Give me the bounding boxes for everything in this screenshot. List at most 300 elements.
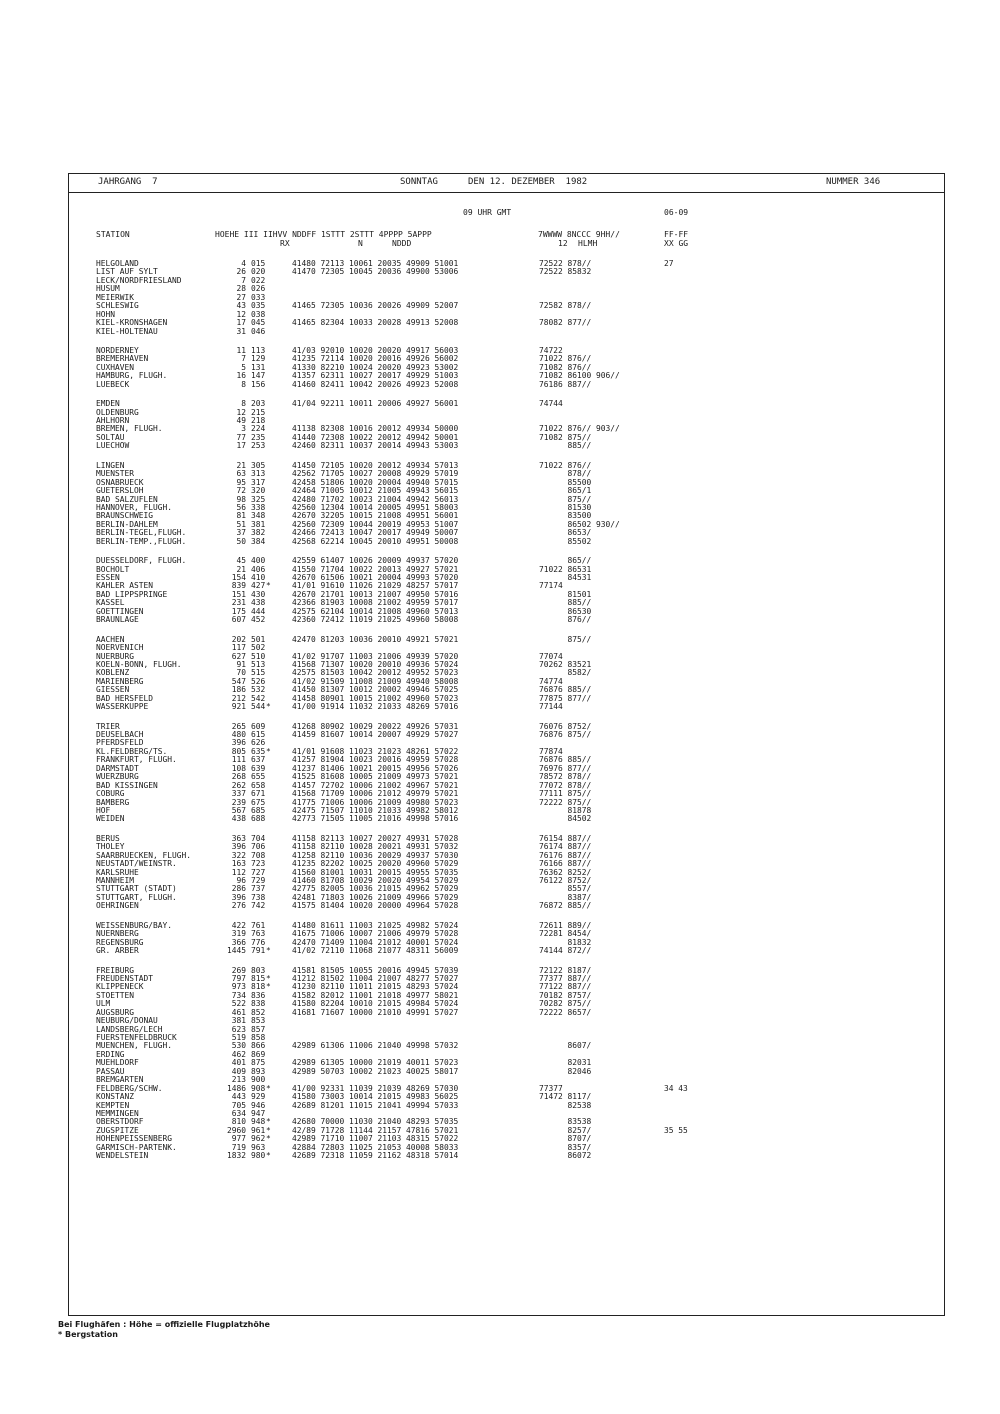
table-row bbox=[68, 1093, 945, 1101]
extra-groups: 76122 8752/ bbox=[539, 876, 592, 885]
extra-groups: 885// bbox=[539, 598, 592, 608]
station-number: 015 bbox=[251, 259, 266, 268]
extra-groups: 8557/ bbox=[539, 884, 592, 894]
station-height: 81 bbox=[236, 511, 246, 521]
station-number: 893 bbox=[251, 1066, 266, 1076]
station-number: 655 bbox=[251, 772, 266, 782]
extra-groups: 77074 bbox=[539, 651, 563, 661]
extra-groups: 8357/ bbox=[539, 1142, 592, 1152]
extra-groups: 76976 877// bbox=[539, 763, 592, 773]
station-height: 262 bbox=[231, 780, 246, 790]
table-row bbox=[68, 381, 945, 389]
station-number: 501 bbox=[251, 634, 266, 644]
station-height: 175 bbox=[231, 606, 246, 616]
extra-groups: 74144 872// bbox=[539, 946, 592, 956]
synop-groups: 41357 62311 10027 20017 49929 51003 bbox=[292, 371, 459, 381]
station-name: KL.FELDBERG/TS. bbox=[96, 746, 168, 756]
station-height: 4 bbox=[241, 259, 246, 268]
extra-groups: 77377 bbox=[539, 1083, 563, 1093]
station-height: 265 bbox=[231, 721, 246, 731]
station-name: BAD LIPPSPRINGE bbox=[96, 589, 168, 599]
station-number: 866 bbox=[251, 1041, 266, 1051]
station-name: GR. ARBER bbox=[96, 946, 139, 956]
table-row bbox=[68, 1059, 945, 1067]
station-number: 438 bbox=[251, 598, 266, 608]
station-number: 215 bbox=[251, 407, 266, 417]
issue-number: NUMMER 346 bbox=[826, 177, 881, 187]
synop-groups: 41580 82204 10010 21015 49984 57024 bbox=[292, 999, 459, 1009]
station-height: 547 bbox=[231, 676, 246, 686]
station-height: 7 bbox=[241, 354, 246, 364]
extra-groups: 81530 bbox=[539, 502, 592, 512]
extra-groups: 77072 878// bbox=[539, 780, 592, 790]
synop-groups: 41235 82202 10025 20020 49960 57029 bbox=[292, 859, 459, 869]
station-height: 12 bbox=[236, 309, 246, 319]
extra-groups: 70262 83521 bbox=[539, 659, 592, 669]
station-name: BREMEN, FLUGH. bbox=[96, 424, 163, 434]
table-row bbox=[68, 1085, 945, 1093]
station-height: 1445 bbox=[226, 946, 246, 956]
station-number: 542 bbox=[251, 693, 266, 703]
station-name: FRANKFURT, FLUGH. bbox=[96, 755, 177, 765]
table-row bbox=[68, 442, 945, 450]
station-height: 49 bbox=[236, 416, 246, 425]
mountain-marker: * bbox=[266, 1125, 271, 1135]
station-name: HOHENPEISSENBERG bbox=[96, 1134, 173, 1144]
station-group bbox=[68, 347, 945, 389]
station-height: 363 bbox=[231, 833, 246, 843]
table-row bbox=[68, 372, 945, 380]
station-height: 112 bbox=[231, 867, 246, 877]
synop-groups: 41465 72305 10036 20026 49909 52007 bbox=[292, 301, 459, 311]
extra-groups: 76872 885// bbox=[539, 901, 592, 911]
extra-groups: 74744 bbox=[539, 399, 563, 409]
station-name: SCHLESWIG bbox=[96, 301, 139, 311]
synop-groups: 42670 32205 10015 21008 49951 56001 bbox=[292, 511, 459, 521]
extra-groups: 76876 885// bbox=[539, 685, 592, 695]
station-height: 108 bbox=[231, 763, 246, 773]
extra-groups: 71082 875// bbox=[539, 432, 592, 442]
station-name: GIESSEN bbox=[96, 685, 130, 695]
table-row bbox=[68, 425, 945, 433]
station-name: TRIER bbox=[96, 721, 120, 731]
table-row bbox=[68, 268, 945, 276]
station-number: 235 bbox=[251, 432, 266, 442]
synop-groups: 42575 62104 10014 21008 49960 57013 bbox=[292, 606, 459, 616]
code-column-header: HOEHE III IIHVV NDDFF 1STTT 2STTT 4PPPP 5APPP bbox=[215, 230, 432, 239]
table-row bbox=[68, 599, 945, 607]
extra-groups: 76876 885// bbox=[539, 755, 592, 765]
station-height: 77 bbox=[236, 432, 246, 442]
extra-groups: 72122 8187/ bbox=[539, 965, 592, 975]
station-number: 838 bbox=[251, 999, 266, 1009]
station-name: HOF bbox=[96, 805, 111, 815]
table-row bbox=[68, 636, 945, 644]
synop-groups: 42989 61305 10000 21019 40011 57023 bbox=[292, 1058, 459, 1068]
station-name: MUENCHEN, FLUGH. bbox=[96, 1041, 173, 1051]
rx-label: RX bbox=[280, 239, 290, 248]
wind-peak: 34 43 bbox=[664, 1083, 688, 1093]
table-row bbox=[68, 790, 945, 798]
synop-groups: 42575 81503 10042 20012 49952 57023 bbox=[292, 668, 459, 678]
synop-groups: 42773 71505 11005 21016 49998 57016 bbox=[292, 814, 459, 824]
synop-groups: 41158 82110 10028 20021 49931 57032 bbox=[292, 842, 459, 852]
station-height: 16 bbox=[236, 371, 246, 381]
station-name: PASSAU bbox=[96, 1066, 125, 1076]
station-number: 129 bbox=[251, 354, 266, 364]
extra-groups: 82538 bbox=[539, 1100, 592, 1110]
station-height: 117 bbox=[231, 643, 246, 653]
station-height: 462 bbox=[231, 1049, 246, 1059]
station-height: 21 bbox=[236, 460, 246, 470]
synop-groups: 41235 72114 10020 20016 49926 56002 bbox=[292, 354, 459, 364]
station-height: 480 bbox=[231, 730, 246, 739]
station-height: 98 bbox=[236, 494, 246, 504]
table-row bbox=[68, 566, 945, 574]
mountain-marker: * bbox=[266, 1117, 271, 1127]
station-height: 31 bbox=[236, 326, 246, 336]
station-height: 627 bbox=[231, 651, 246, 661]
extra-groups: 875// bbox=[539, 634, 592, 644]
synop-groups: 42481 71803 10026 21009 49966 57029 bbox=[292, 892, 459, 902]
station-number: 615 bbox=[251, 730, 266, 739]
table-row bbox=[68, 860, 945, 868]
station-height: 401 bbox=[231, 1058, 246, 1068]
table-row bbox=[68, 843, 945, 851]
synop-groups: 41459 81607 10014 20007 49929 57027 bbox=[292, 730, 459, 739]
synop-groups: 42559 61407 10026 20009 49937 57020 bbox=[292, 556, 459, 566]
wind-peak: 27 bbox=[664, 259, 674, 268]
synop-groups: 41480 81611 11003 21025 49982 57024 bbox=[292, 920, 459, 930]
station-name: BREMGARTEN bbox=[96, 1075, 144, 1085]
station-name: MARIENBERG bbox=[96, 676, 144, 686]
station-height: 17 bbox=[236, 318, 246, 328]
station-name: BAMBERG bbox=[96, 797, 130, 807]
station-number: 675 bbox=[251, 797, 266, 807]
station-height: 95 bbox=[236, 477, 246, 487]
observation-time: 09 UHR GMT bbox=[463, 208, 512, 217]
station-number: 026 bbox=[251, 284, 266, 294]
station-number: 325 bbox=[251, 494, 266, 504]
station-name: BRAUNLAGE bbox=[96, 615, 139, 625]
synop-groups: 41/02 91707 11003 21006 49939 57020 bbox=[292, 651, 459, 661]
station-height: 151 bbox=[231, 589, 246, 599]
extra-groups: 85502 bbox=[539, 536, 592, 546]
station-name: LUECHOW bbox=[96, 441, 130, 451]
synop-groups: 41582 82012 11001 21018 49977 58021 bbox=[292, 990, 459, 1000]
extra-groups: 865// bbox=[539, 556, 592, 566]
station-name: NOERVENICH bbox=[96, 643, 144, 653]
nddd-label: NDDD bbox=[392, 239, 412, 248]
synop-groups: 41525 81608 10005 21009 49973 57021 bbox=[292, 772, 459, 782]
mountain-marker: * bbox=[266, 1083, 271, 1093]
station-number: 544 bbox=[251, 702, 266, 712]
station-number: 406 bbox=[251, 564, 266, 574]
table-row bbox=[68, 277, 945, 285]
table-row bbox=[68, 400, 945, 408]
extra-groups: 865/1 bbox=[539, 486, 592, 496]
station-name: MUEHLDORF bbox=[96, 1058, 139, 1068]
station-name: KASSEL bbox=[96, 598, 125, 608]
station-name: NUERNBERG bbox=[96, 929, 139, 939]
extra-groups: 86502 930// bbox=[539, 519, 620, 529]
station-name: LINGEN bbox=[96, 460, 125, 470]
synop-groups: 41237 81406 10021 20015 49956 57026 bbox=[292, 763, 459, 773]
extra-groups: 885// bbox=[539, 441, 592, 451]
extra-groups: 77111 875// bbox=[539, 789, 592, 799]
station-name: BOCHOLT bbox=[96, 564, 130, 574]
table-row bbox=[68, 748, 945, 756]
table-row bbox=[68, 835, 945, 843]
table-row bbox=[68, 885, 945, 893]
station-number: 218 bbox=[251, 416, 266, 425]
station-height: 28 bbox=[236, 284, 246, 294]
station-number: 452 bbox=[251, 615, 266, 625]
synop-groups: 41268 80902 10029 20022 49926 57031 bbox=[292, 721, 459, 731]
table-row bbox=[68, 1009, 945, 1017]
station-table bbox=[68, 260, 945, 1172]
synop-groups: 41138 82308 10016 20012 49934 50000 bbox=[292, 424, 459, 434]
mountain-marker: * bbox=[266, 982, 271, 992]
wind-peak: 35 55 bbox=[664, 1125, 688, 1135]
station-height: 27 bbox=[236, 292, 246, 302]
table-row bbox=[68, 1017, 945, 1025]
station-height: 163 bbox=[231, 859, 246, 869]
table-row bbox=[68, 930, 945, 938]
synop-groups: 42/89 71728 11144 21157 47816 57021 bbox=[292, 1125, 459, 1135]
station-height: 21 bbox=[236, 564, 246, 574]
footnote-mountain-station: * Bergstation bbox=[58, 1330, 118, 1339]
table-row bbox=[68, 417, 945, 425]
table-row bbox=[68, 479, 945, 487]
station-name: LANDSBERG/LECH bbox=[96, 1024, 163, 1034]
station-height: 3 bbox=[241, 424, 246, 434]
synop-groups: 41568 71307 10020 20010 49936 57024 bbox=[292, 659, 459, 669]
table-row bbox=[68, 739, 945, 747]
synop-groups: 41580 73003 10014 21015 49983 56025 bbox=[292, 1092, 459, 1102]
station-name: BERLIN-TEGEL,FLUGH. bbox=[96, 528, 187, 538]
station-name: OBERSTDORF bbox=[96, 1117, 144, 1127]
extra-groups: 84502 bbox=[539, 814, 592, 824]
synop-groups: 41450 81307 10012 20002 49946 57025 bbox=[292, 685, 459, 695]
station-name: BREMERHAVEN bbox=[96, 354, 149, 364]
twelve-label: 12 bbox=[558, 239, 568, 248]
synop-groups: 41460 81708 10029 20020 49954 57029 bbox=[292, 876, 459, 885]
synop-groups: 41230 82110 11011 21015 48293 57024 bbox=[292, 982, 459, 992]
station-number: 727 bbox=[251, 867, 266, 877]
station-number: 131 bbox=[251, 362, 266, 372]
station-name: THOLEY bbox=[96, 842, 125, 852]
station-group bbox=[68, 462, 945, 546]
station-name: BERUS bbox=[96, 833, 120, 843]
station-number: 738 bbox=[251, 892, 266, 902]
table-row bbox=[68, 782, 945, 790]
table-row bbox=[68, 1051, 945, 1059]
station-height: 607 bbox=[231, 615, 246, 625]
table-row bbox=[68, 434, 945, 442]
table-row bbox=[68, 703, 945, 711]
station-height: 1832 bbox=[226, 1151, 246, 1161]
station-name: GOETTINGEN bbox=[96, 606, 144, 616]
station-number: 045 bbox=[251, 318, 266, 328]
station-name: EMDEN bbox=[96, 399, 120, 409]
station-number: 384 bbox=[251, 536, 266, 546]
station-name: KIEL-KRONSHAGEN bbox=[96, 318, 168, 328]
station-group bbox=[68, 922, 945, 956]
station-group bbox=[68, 400, 945, 451]
extra-groups: 76166 887// bbox=[539, 859, 592, 869]
table-row bbox=[68, 653, 945, 661]
station-height: 977 bbox=[231, 1134, 246, 1144]
table-row bbox=[68, 409, 945, 417]
station-number: 671 bbox=[251, 789, 266, 799]
station-name: HANNOVER, FLUGH. bbox=[96, 502, 173, 512]
station-name: KARLSRUHE bbox=[96, 867, 139, 877]
station-name: OSNABRUECK bbox=[96, 477, 144, 487]
station-name: NEUBURG/DONAU bbox=[96, 1016, 158, 1026]
station-height: 522 bbox=[231, 999, 246, 1009]
synop-groups: 42460 82311 10037 20014 49943 53003 bbox=[292, 441, 459, 451]
synop-groups: 42689 72318 11059 21162 48318 57014 bbox=[292, 1151, 459, 1161]
station-number: 502 bbox=[251, 643, 266, 653]
station-name: ZUGSPITZE bbox=[96, 1125, 139, 1135]
table-row bbox=[68, 1118, 945, 1126]
station-height: 2960 bbox=[226, 1125, 246, 1135]
synop-groups: 42480 71702 10023 21004 49942 56013 bbox=[292, 494, 459, 504]
extra-groups: 76876 875// bbox=[539, 730, 592, 739]
station-height: 839 bbox=[231, 581, 246, 591]
table-row bbox=[68, 644, 945, 652]
station-number: 763 bbox=[251, 929, 266, 939]
station-name: AACHEN bbox=[96, 634, 125, 644]
table-row bbox=[68, 364, 945, 372]
station-height: 519 bbox=[231, 1033, 246, 1042]
station-number: 639 bbox=[251, 763, 266, 773]
table-row bbox=[68, 983, 945, 991]
station-number: 635 bbox=[251, 746, 266, 756]
extra-groups: 72611 889// bbox=[539, 920, 592, 930]
station-name: WENDELSTEIN bbox=[96, 1151, 149, 1161]
station-name: OEHRINGEN bbox=[96, 901, 139, 911]
station-number: 400 bbox=[251, 556, 266, 566]
synop-groups: 41457 72702 10006 21002 49967 57021 bbox=[292, 780, 459, 790]
jahrgang-label: JAHRGANG 7 bbox=[98, 177, 158, 187]
table-row bbox=[68, 1000, 945, 1008]
extra-groups: 82031 bbox=[539, 1058, 592, 1068]
station-height: 797 bbox=[231, 973, 246, 983]
synop-groups: 42470 71409 11004 21012 40001 57024 bbox=[292, 937, 459, 947]
extra-groups: 78572 878// bbox=[539, 772, 592, 782]
synop-groups: 41465 82304 10033 20028 49913 52008 bbox=[292, 318, 459, 328]
extra-groups: 84531 bbox=[539, 573, 592, 582]
station-height: 202 bbox=[231, 634, 246, 644]
station-name: FREUDENSTADT bbox=[96, 973, 154, 983]
extra-groups: 71472 8117/ bbox=[539, 1092, 592, 1102]
extra-groups: 71022 876// 903// bbox=[539, 424, 620, 434]
station-number: 737 bbox=[251, 884, 266, 894]
station-height: 623 bbox=[231, 1024, 246, 1034]
station-name: NUERBURG bbox=[96, 651, 135, 661]
station-name: SAARBRUECKEN, FLUGH. bbox=[96, 850, 192, 860]
table-row bbox=[68, 1102, 945, 1110]
station-number: 900 bbox=[251, 1075, 266, 1085]
station-height: 322 bbox=[231, 850, 246, 860]
date-label: DEN 12. DEZEMBER 1982 bbox=[468, 177, 588, 187]
synop-groups: 42884 72803 11025 21053 40008 58033 bbox=[292, 1142, 459, 1152]
station-name: ULM bbox=[96, 999, 111, 1009]
station-number: 038 bbox=[251, 309, 266, 319]
n-label: N bbox=[358, 239, 363, 248]
extra-groups: 85500 bbox=[539, 477, 592, 487]
extra-groups: 86072 bbox=[539, 1151, 592, 1161]
station-height: 921 bbox=[231, 702, 246, 712]
extra-groups: 8257/ bbox=[539, 1125, 592, 1135]
synop-groups: 42562 71705 10027 20008 49929 57019 bbox=[292, 469, 459, 479]
synop-groups: 41/01 91608 11023 21023 48261 57022 bbox=[292, 746, 459, 756]
station-number: 338 bbox=[251, 502, 266, 512]
table-row bbox=[68, 1076, 945, 1084]
station-group bbox=[68, 723, 945, 824]
station-name: WEIDEN bbox=[96, 814, 125, 824]
station-name: STOETTEN bbox=[96, 990, 135, 1000]
station-height: 443 bbox=[231, 1092, 246, 1102]
table-row bbox=[68, 756, 945, 764]
extra-groups: 74774 bbox=[539, 676, 563, 686]
station-number: 946 bbox=[251, 1100, 266, 1110]
synop-groups: 42470 81203 10036 20010 49921 57021 bbox=[292, 634, 459, 644]
station-name: STUTTGART (STADT) bbox=[96, 884, 177, 894]
station-name: BERLIN-DAHLEM bbox=[96, 519, 158, 529]
station-number: 729 bbox=[251, 876, 266, 885]
station-height: 111 bbox=[231, 755, 246, 765]
extra-groups: 72522 85832 bbox=[539, 267, 592, 277]
table-row bbox=[68, 877, 945, 885]
station-name: AHLHORN bbox=[96, 416, 130, 425]
table-row bbox=[68, 1034, 945, 1042]
table-row bbox=[68, 723, 945, 731]
station-name: MEMMINGEN bbox=[96, 1108, 139, 1118]
synop-groups: 41/04 92211 10011 20006 49927 56001 bbox=[292, 399, 459, 409]
table-row bbox=[68, 1026, 945, 1034]
station-height: 17 bbox=[236, 441, 246, 451]
synop-groups: 41/02 91509 11008 21009 49940 58008 bbox=[292, 676, 459, 686]
station-number: 033 bbox=[251, 292, 266, 302]
synop-groups: 41/00 92331 11039 21039 48269 57030 bbox=[292, 1083, 459, 1093]
synop-groups: 41581 81505 10055 20016 49945 57039 bbox=[292, 965, 459, 975]
station-name: GUETERSLOH bbox=[96, 486, 144, 496]
station-name: BAD KISSINGEN bbox=[96, 780, 158, 790]
station-number: 963 bbox=[251, 1142, 266, 1152]
station-name: BAD HERSFELD bbox=[96, 693, 154, 703]
weekday-label: SONNTAG bbox=[400, 177, 438, 187]
station-column-header: STATION bbox=[96, 230, 130, 239]
table-row bbox=[68, 1110, 945, 1118]
table-row bbox=[68, 967, 945, 975]
station-number: 046 bbox=[251, 326, 266, 336]
station-number: 929 bbox=[251, 1092, 266, 1102]
table-row bbox=[68, 294, 945, 302]
station-number: 980 bbox=[251, 1151, 266, 1161]
station-number: 791 bbox=[251, 946, 266, 956]
station-name: WUERZBURG bbox=[96, 772, 139, 782]
station-name: MUENSTER bbox=[96, 469, 135, 479]
station-number: 253 bbox=[251, 441, 266, 451]
station-height: 5 bbox=[241, 362, 246, 372]
synop-groups: 41/03 92010 10020 20020 49917 56003 bbox=[292, 345, 459, 355]
table-row bbox=[68, 1144, 945, 1152]
synop-groups: 42475 71507 11010 21033 49982 58012 bbox=[292, 805, 459, 815]
table-row bbox=[68, 582, 945, 590]
